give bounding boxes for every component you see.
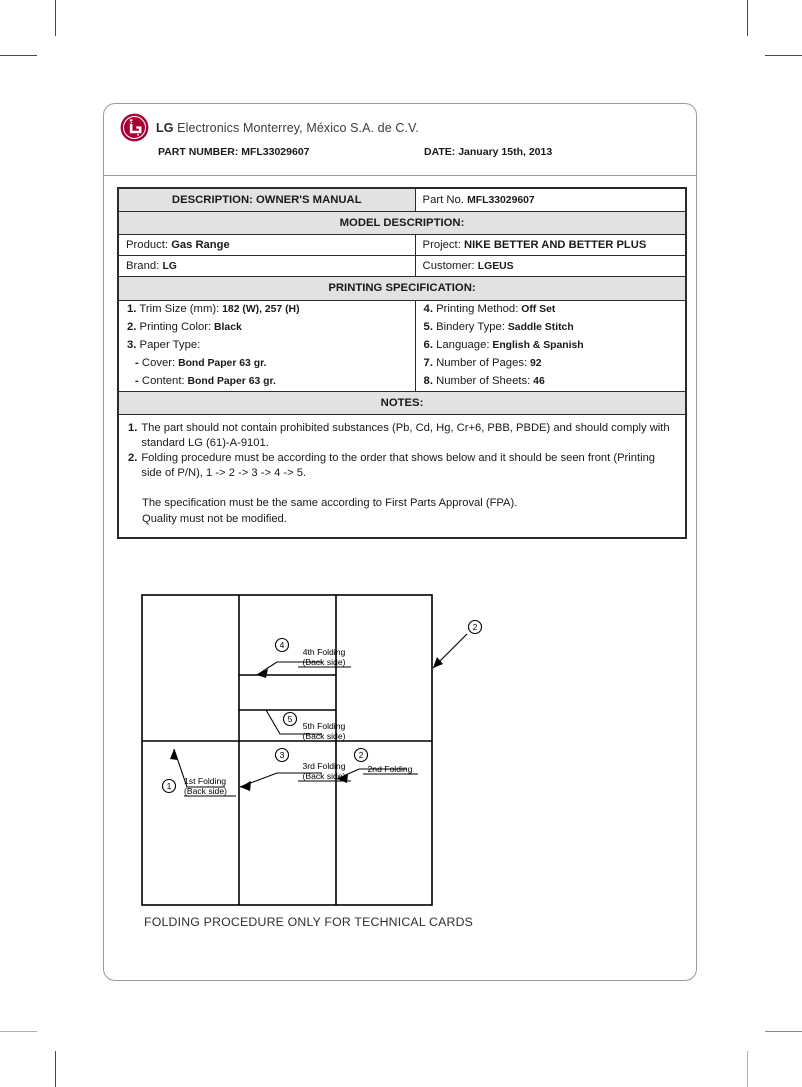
item-label: Number of Sheets: — [432, 374, 531, 387]
note-item-2 — [128, 451, 676, 481]
item-number: 3. — [127, 338, 137, 351]
label-3-line2: (Back side) — [302, 771, 346, 781]
folding-diagram-svg — [137, 589, 537, 919]
printing-spec-left-item-2 — [119, 319, 415, 337]
item-label: Content: — [138, 374, 185, 387]
notes-body — [119, 415, 685, 537]
cell-part-no — [415, 188, 686, 212]
item-value: 46 — [530, 375, 545, 387]
label-2-line1: 2nd Folding — [367, 764, 413, 774]
arrowhead-2-right — [433, 657, 443, 668]
cell-notes-body — [118, 414, 686, 538]
table-row-printing-spec — [118, 300, 686, 391]
description-text: DESCRIPTION: OWNER'S MANUAL — [171, 194, 362, 206]
label-5-line1: 5th Folding — [302, 721, 346, 731]
item-value: Black — [211, 321, 242, 333]
crop-mark-bottom-left-horizontal — [0, 1031, 37, 1032]
item-number: 7. — [423, 356, 433, 369]
brand-text — [156, 121, 419, 135]
project-value: NIKE BETTER AND BETTER PLUS — [463, 239, 647, 252]
label-4-line1: 4th Folding — [302, 647, 346, 657]
printing-spec-left-item-5 — [119, 372, 415, 390]
item-label: Trim Size (mm): — [136, 302, 220, 315]
cell-printing-spec-left — [118, 300, 415, 391]
item-label: Cover: — [138, 356, 176, 369]
notes-tail — [128, 496, 676, 527]
table-row-notes-body — [118, 414, 686, 538]
label-3-line1: 3rd Folding — [302, 761, 346, 771]
cell-project — [415, 235, 686, 256]
table-row-notes-band — [118, 391, 686, 414]
item-number: 1. — [127, 302, 137, 315]
item-value: Off Set — [518, 303, 556, 315]
printing-spec-right-list — [416, 301, 685, 391]
item-value: 92 — [527, 357, 542, 369]
specification-table — [117, 187, 687, 539]
crop-mark-top-right-vertical — [747, 0, 748, 36]
table-row-brand — [118, 256, 686, 277]
arrowhead-1 — [170, 749, 178, 760]
crop-mark-top-left-horizontal — [0, 55, 37, 56]
model-description-band-text: MODEL DESCRIPTION: — [339, 217, 465, 230]
item-number: - — [135, 356, 139, 369]
document-header — [104, 104, 696, 175]
printing-spec-right-item-4 — [416, 355, 685, 373]
item-label: Bindery Type: — [432, 320, 505, 333]
diagram-caption: FOLDING PROCEDURE ONLY FOR TECHNICAL CARDS — [144, 915, 474, 929]
lg-logo-icon — [120, 113, 149, 142]
item-number: 4. — [423, 302, 433, 315]
label-4-line2: (Back side) — [302, 657, 346, 667]
item-value: Bond Paper 63 gr. — [184, 375, 276, 387]
note-number: 1. — [128, 421, 138, 434]
item-value: Saddle Stitch — [504, 321, 574, 333]
printing-spec-left-item-3 — [119, 337, 415, 355]
printing-spec-left-list — [119, 301, 415, 391]
printing-spec-left-item-4 — [119, 354, 415, 372]
cell-printing-spec-right — [415, 300, 686, 391]
notes-tail-line-2: Quality must not be modified. — [142, 513, 287, 526]
part-no-label: Part No. — [422, 194, 464, 206]
product-group — [119, 235, 415, 255]
item-label: Printing Color: — [136, 320, 212, 333]
item-number: 5. — [423, 320, 433, 333]
document-card — [103, 103, 697, 981]
date-label: DATE: January 15th, 2013 — [424, 146, 553, 158]
marker-text-2: 2 — [358, 750, 364, 760]
crop-mark-bottom-right-vertical — [747, 1051, 748, 1087]
cell-notes-band — [118, 391, 686, 414]
part-no-value: MFL33029607 — [467, 195, 535, 206]
project-label: Project: — [422, 239, 461, 252]
item-number: 2. — [127, 320, 137, 333]
customer-value: LGEUS — [477, 261, 514, 273]
brand-label: Brand: — [126, 260, 160, 273]
brand-line — [120, 113, 419, 142]
label-5-line2: (Back side) — [302, 731, 346, 741]
item-number: 8. — [423, 374, 433, 387]
note-text: Folding procedure must be according to the order that shows below and it should be seen front (Printing side of P/N), 1 -> 2 -> 3 -> 4 -> 5. — [141, 452, 656, 480]
table-row-model-band — [118, 212, 686, 235]
printing-spec-right-item-3 — [416, 337, 685, 355]
crop-mark-top-right-horizontal — [765, 55, 802, 56]
marker-text-1: 1 — [166, 781, 172, 791]
marker-text-4: 4 — [279, 640, 285, 650]
customer-label: Customer: — [422, 260, 475, 273]
notes-tail-line-1: The specification must be the same according to First Parts Approval (FPA). — [142, 497, 518, 510]
product-label: Product: — [126, 239, 169, 252]
item-number: - — [135, 374, 139, 387]
cell-brand — [118, 256, 415, 277]
marker-text-5: 5 — [287, 714, 293, 724]
marker-text-3: 3 — [279, 750, 285, 760]
crop-mark-bottom-left-vertical — [55, 1051, 56, 1087]
crop-mark-top-left-vertical — [55, 0, 56, 36]
printing-spec-right-item-2 — [416, 319, 685, 337]
folding-diagram — [137, 589, 537, 919]
part-number-label: PART NUMBER: MFL33029607 — [158, 146, 310, 158]
cell-customer — [415, 256, 686, 277]
crop-mark-bottom-right-horizontal — [765, 1031, 802, 1032]
part-no-group — [416, 190, 685, 210]
note-text: The part should not contain prohibited substances (Pb, Cd, Hg, Cr+6, PBB, PBDE) and should comply with standard LG (61)-A-9101. — [141, 421, 670, 449]
table-row-description — [118, 188, 686, 212]
printing-spec-right-item-1 — [416, 301, 685, 319]
cell-model-description-band — [118, 212, 686, 235]
customer-group — [416, 256, 685, 276]
printing-spec-right-item-5 — [416, 373, 685, 391]
item-label: Paper Type: — [136, 338, 201, 351]
note-number: 2. — [128, 452, 138, 465]
label-1-line2: (Back side) — [184, 786, 227, 796]
item-label: Printing Method: — [432, 302, 519, 315]
marker-text-2-right: 2 — [472, 622, 478, 632]
brand-group — [119, 256, 415, 276]
notes-list — [128, 421, 676, 482]
brand-value: LG — [162, 261, 177, 273]
note-item-1 — [128, 421, 676, 451]
header-divider — [104, 175, 696, 176]
item-value: English & Spanish — [489, 339, 584, 351]
item-value: Bond Paper 63 gr. — [175, 357, 267, 369]
table-row-printing-band — [118, 277, 686, 300]
cell-description — [118, 188, 415, 212]
cell-printing-specification-band — [118, 277, 686, 300]
printing-specification-band-text: PRINTING SPECIFICATION: — [328, 282, 476, 295]
brand-lg-mark: LG — [156, 120, 174, 135]
printing-spec-left-item-1 — [119, 301, 415, 319]
product-value: Gas Range — [171, 239, 230, 252]
notes-band-text: NOTES: — [380, 396, 424, 409]
table-row-product — [118, 235, 686, 256]
item-label: Language: — [432, 338, 490, 351]
label-1-line1: 1st Folding — [184, 776, 227, 786]
cell-product — [118, 235, 415, 256]
item-label: Number of Pages: — [432, 356, 528, 369]
project-group — [416, 235, 685, 255]
brand-company-name: Electronics Monterrey, México S.A. de C.V. — [173, 120, 419, 135]
item-value: 182 (W), 257 (H) — [219, 303, 300, 315]
item-number: 6. — [423, 338, 433, 351]
